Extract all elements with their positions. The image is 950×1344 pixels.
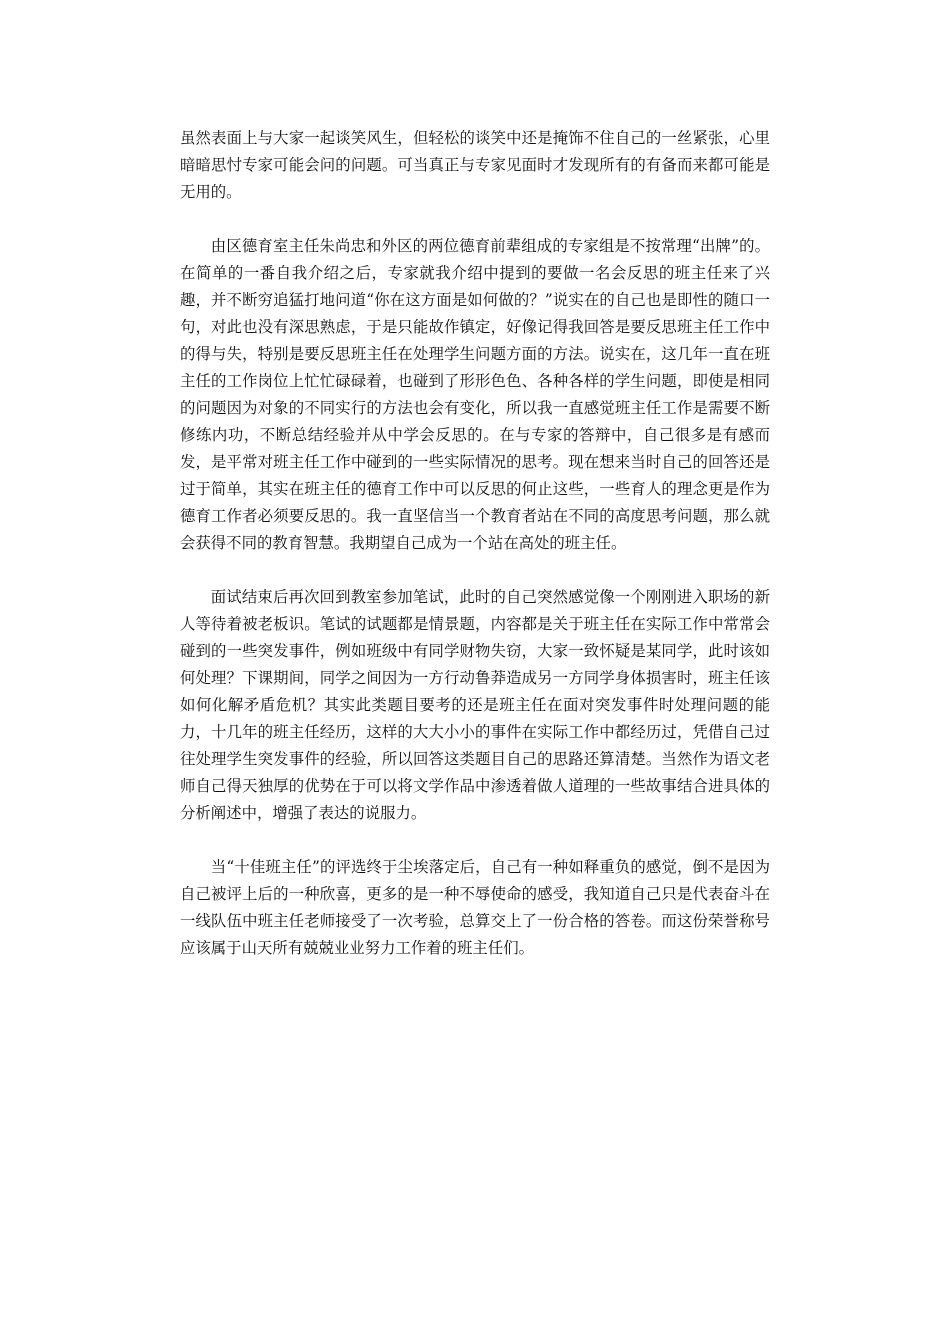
paragraph-1: 虽然表面上与大家一起谈笑风生，但轻松的谈笑中还是掩饰不住自己的一丝紧张，心里暗暗思忖专家可能会问的问题。可当真正与专家见面时才发现所有的有备而来都可能是无用的。	[180, 129, 770, 201]
document-body	[180, 125, 770, 989]
paragraph-3: 面试结束后再次回到教室参加笔试，此时的自己突然感觉像一个刚刚进入职场的新人等待着被老板识。笔试的试题都是情景题，内容都是关于班主任在实际工作中常常会碰到的一些突发事件，例如班级中有同学财物失窃，大家一致怀疑是某同学，此时该如何处理？下课期间，同学之间因为一方行动鲁莽造成另一方同学身体损害时，班主任该如何化解矛盾危机？其实此类题目要考的还是班主任在面对突发事件时处理问题的能力，十几年的班主任经历，这样的大大小小的事件在实际工作中都经历过，凭借自己过往处理学生突发事件的经验，所以回答这类题目自己的思路还算清楚。当然作为语文老师自己得天独厚的优势在于可以将文学作品中渗透着做人道理的一些故事结合进具体的分析阐述中，增强了表达的说服力。	[180, 588, 770, 822]
paragraph-4: 当“十佳班主任”的评选终于尘埃落定后，自己有一种如释重负的感觉，倒不是因为自己被评上后的一种欣喜，更多的是一种不辱使命的感受，我知道自己只是代表奋斗在一线队伍中班主任老师接受了一次考验，总算交上了一份合格的答卷。而这份荣誉称号应该属于山天所有兢兢业业努力工作着的班主任们。	[180, 858, 770, 957]
paragraph-2: 由区德育室主任朱尚忠和外区的两位德育前辈组成的专家组是不按常理“出牌”的。在简单的一番自我介绍之后，专家就我介绍中提到的要做一名会反思的班主任来了兴趣，并不断穷追猛打地问道“你在这方面是如何做的？”说实在的自己也是即性的随口一句，对此也没有深思熟虑，于是只能故作镇定，好像记得我回答是要反思班主任工作中的得与失，特别是要反思班主任在处理学生问题方面的方法。说实在，这几年一直在班主任的工作岗位上忙忙碌碌着，也碰到了形形色色、各种各样的学生问题，即使是相同的问题因为对象的不同实行的方法也会有变化，所以我一直感觉班主任工作是需要不断修练内功，不断总结经验并从中学会反思的。在与专家的答辩中，自己很多是有感而发，是平常对班主任工作中碰到的一些实际情况的思考。现在想来当时自己的回答还是过于简单，其实在班主任的德育工作中可以反思的何止这些，一些育人的理念更是作为德育工作者必须要反思的。我一直坚信当一个教育者站在不同的高度思考问题，那么就会获得不同的教育智慧。我期望自己成为一个站在高处的班主任。	[180, 237, 770, 552]
